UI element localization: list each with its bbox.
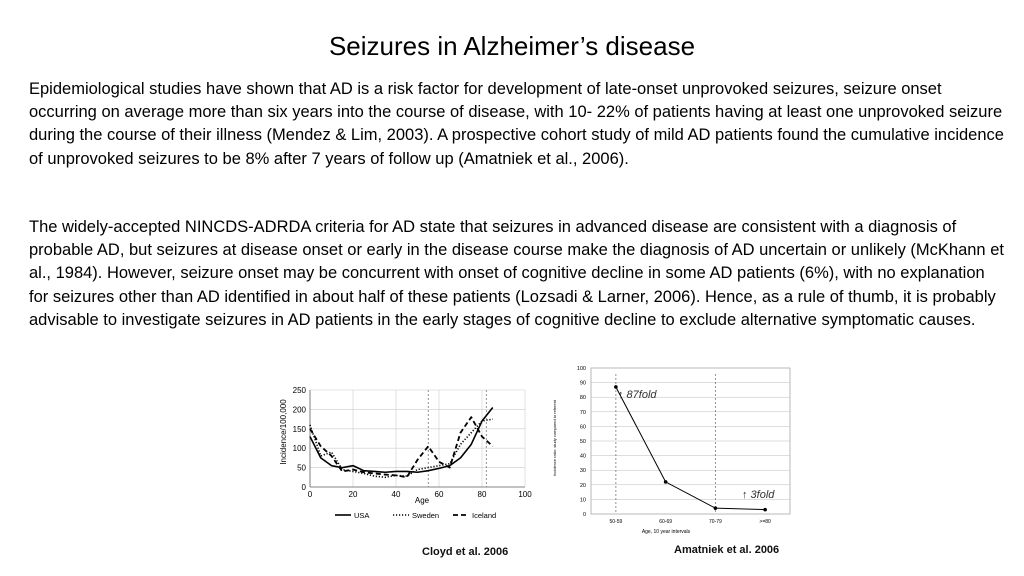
series-line-iceland (310, 417, 493, 477)
left-chart-ylabel: Incidence/100,000 (279, 399, 288, 465)
right-chart-ylabel: Incidence ratio: study compared to referent (552, 399, 557, 477)
left-chart-ytick: 200 (292, 405, 306, 415)
left-chart-ytick: 0 (301, 483, 306, 492)
right-chart-xtick: 70-79 (708, 519, 722, 525)
right-chart-ytick: 70 (579, 409, 586, 416)
right-chart-ytick: 80 (579, 395, 586, 402)
data-point->=80 (763, 508, 767, 512)
right-chart-ytick: 30 (579, 468, 586, 475)
right-chart-xtick: >=80 (759, 519, 771, 525)
right-chart-ytick: 100 (576, 366, 586, 372)
paragraph-epidemiology: Epidemiological studies have shown that AD is a risk factor for development of late-onset unprovoked seizures, seizure onset occurring on average more than six years into the course of disease, with 10- 22% of patients having at least one unprovoked seizure during the course of their illness (Mendez & Lim, 2003). A prospective cohort study of mild AD patients found the cumulative incidence of unprovoked seizures to be 8% after 7 years of follow up (Amatniek et al., 2006). (29, 80, 1004, 168)
annotation-87fold: ↑ 87fold (618, 389, 657, 401)
right-chart-ytick: 40 (579, 453, 586, 460)
slide-title: Seizures in Alzheimer’s disease (328, 31, 696, 61)
left-chart-xtick: 0 (307, 490, 313, 499)
right-chart-xlabel: Age, 10 year intervals (641, 529, 691, 535)
annotation-3fold: ↑ 3fold (742, 489, 775, 501)
left-chart-xtick: 80 (477, 490, 487, 499)
data-point-70-79 (714, 506, 718, 510)
right-chart-ytick: 50 (579, 439, 586, 445)
left-chart-xtick: 20 (348, 490, 358, 499)
right-chart-ticks (577, 366, 771, 525)
paragraph-criteria: The widely-accepted NINCDS-ADRDA criteria for AD state that seizures in advanced disease are consistent with a diagnosis of probable AD, but seizures at disease onset or early in the disease course make the diagnosis of AD uncertain or unlikely (McKhann et al., 1984). However, seizure onset may be concurrent with onset of cognitive decline in some AD patients (6%), with no explanation for seizures other than AD identified in about half of these patients (Lozsadi & Larner, 2006). Hence, as a rule of thumb, it is probably advisable to investigate seizures in AD patients in the early stages of cognitive decline to exclude alternative symptomatic causes. (29, 218, 1004, 329)
left-chart-xtick: 100 (518, 490, 532, 499)
right-chart-ytick: 0 (582, 512, 586, 518)
right-chart-xtick: 60-69 (659, 519, 673, 525)
left-chart-ytick: 250 (292, 386, 306, 395)
right-chart-ytick: 60 (579, 424, 586, 431)
incidence-ratio-chart (550, 362, 800, 542)
data-point-60-69 (664, 480, 668, 484)
left-chart-series (310, 407, 493, 477)
right-chart-ytick: 10 (579, 497, 586, 504)
left-chart-xtick: 40 (391, 490, 401, 499)
left-chart-caption: Cloyd et al. 2006 (422, 546, 509, 558)
right-chart-ytick: 20 (579, 482, 586, 489)
right-chart-ytick: 90 (579, 380, 586, 387)
left-chart-ytick: 100 (292, 444, 306, 454)
left-chart-legend (335, 511, 496, 520)
left-chart-ytick: 50 (297, 463, 306, 473)
left-chart-ytick: 150 (292, 424, 306, 434)
left-chart-ticks (293, 386, 533, 499)
legend-label-sweden: Sweden (412, 511, 440, 520)
left-chart-xtick: 60 (434, 490, 444, 499)
right-chart-xtick: 50-59 (609, 519, 623, 525)
legend-label-usa: USA (354, 511, 370, 520)
legend-label-iceland: Iceland (472, 511, 497, 520)
left-chart-xlabel: Age (414, 496, 430, 505)
right-chart-caption: Amatniek et al. 2006 (674, 544, 780, 556)
incidence-by-age-chart (275, 380, 540, 530)
